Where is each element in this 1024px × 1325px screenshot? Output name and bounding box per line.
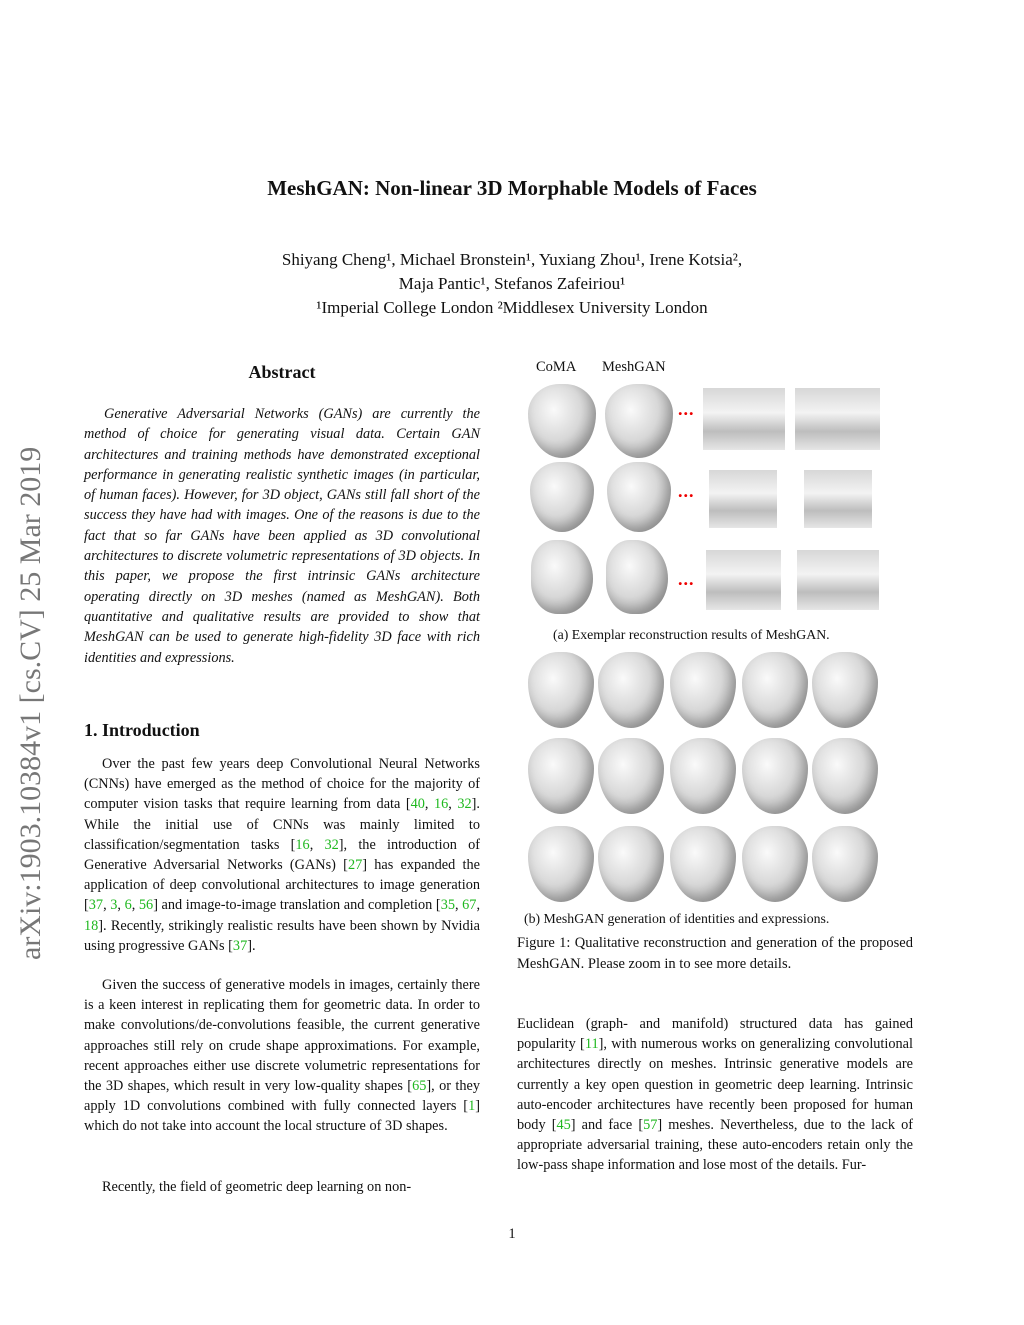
citation-link[interactable]: 27 [347, 857, 363, 874]
figure-column-label-meshgan: MeshGAN [602, 359, 666, 375]
citation-link[interactable]: 11 [584, 1036, 599, 1053]
face-render [528, 384, 596, 458]
zoomed-detail-crop [804, 470, 872, 528]
citation-link[interactable]: 32 [324, 836, 339, 853]
face-render [670, 738, 736, 814]
zoomed-detail-crop [795, 388, 880, 450]
citation-link[interactable]: 16 [433, 796, 449, 813]
figure-column-label-coma: CoMA [536, 359, 577, 375]
affiliations: ¹Imperial College London ²Middlesex University London [316, 298, 708, 317]
citation-link[interactable]: 45 [556, 1117, 571, 1134]
subfigure-caption-a: (a) Exemplar reconstruction results of MeshGAN. [553, 627, 830, 642]
arxiv-stamp: arXiv:1903.10384v1 [cs.CV] 25 Mar 2019 [14, 446, 47, 960]
zoomed-detail-crop [797, 550, 879, 610]
citation-link[interactable]: 16 [295, 836, 310, 853]
face-render [606, 540, 668, 614]
citation-link[interactable]: 40 [410, 796, 425, 813]
face-render [742, 738, 808, 814]
intro-paragraph-1: Over the past few years deep Convolutional Neural Networks (CNNs) have emerged as the method of choice for the majority of computer vision tasks that require learning from data [40, 16, 32]. While the initial use of CNNs was mainly limited to classification/segmentation tasks [16, 32], the introduction of Generative Adversarial Networks (GANs) [27] has expanded the application of deep convolutional architectures to image generation [37, 3, 6, 56] and image-to-image translation and completion [35, 67, 18]. Recently, strikingly realistic results have been shown by Nvidia using progressive GANs [37]. [84, 756, 481, 954]
citation-link[interactable]: 37 [232, 937, 248, 954]
citation-link[interactable]: 1 [468, 1098, 476, 1115]
zoomed-detail-crop [706, 550, 781, 610]
face-render [598, 652, 664, 728]
intro-paragraph-3: Recently, the field of geometric deep learning on non- [102, 1179, 412, 1195]
face-render [742, 652, 808, 728]
citation-link[interactable]: 56 [138, 897, 154, 914]
citation-link[interactable]: 65 [412, 1078, 427, 1095]
right-column-paragraph: Euclidean (graph- and manifold) structured data has gained popularity [11], with numerous works on generalizing convolutional architectures directly on meshes. Intrinsic generative models are currently a key open question in geometric deep learning. Intrinsic auto-encoder architectures have recently been proposed for human body [45] and face [57] meshes. Nevertheless, due to the lack of appropriate adversarial training, these auto-encoders retain only the low-pass shape information and lose most of the details. Fur- [517, 1016, 914, 1174]
citation-link[interactable]: 32 [457, 796, 472, 813]
face-render [812, 652, 878, 728]
ellipsis-marker: ... [678, 481, 695, 501]
abstract-text: Generative Adversarial Networks (GANs) are currently the method of choice for generating visual data. Certain GAN architectures and training methods have demonstrated exceptional performance in generating realistic synthetic images (in particular, of human faces). However, for 3D object, GANs still fall short of the success they have had with images. One of the reasons is due to the fact that so far GANs have been applied as 3D convolutional architectures to discrete volumetric representations of 3D objects. In this paper, we propose the first intrinsic GANs architecture operating directly on 3D meshes (named as MeshGAN). Both quantitative and qualitative results are provided to show that MeshGAN can be used to generate high-fidelity 3D face with rich identities and expressions. [84, 406, 480, 666]
face-render [605, 384, 673, 458]
face-render [670, 826, 736, 902]
face-render [598, 826, 664, 902]
citation-link[interactable]: 18 [84, 917, 99, 934]
ellipsis-marker: ... [678, 399, 695, 419]
section-heading-introduction: 1. Introduction [84, 720, 200, 740]
authors-line-1: Shiyang Cheng¹, Michael Bronstein¹, Yuxiang Zhou¹, Irene Kotsia², [281, 250, 743, 269]
face-render [670, 652, 736, 728]
intro-paragraph-2: Given the success of generative models in images, certainly there is a keen interest in replicating them for geometric data. In order to make convolutions/de-convolutions feasible, the current generative approaches still rely on crude shape approximations. For example, recent approaches either use discrete volumetric representations for the 3D shapes, which result in very low-quality shapes [65], or they apply 1D convolutions combined with fully connected layers [1] which do not take into account the local structure of 3D shapes. [84, 977, 480, 1135]
face-render [607, 462, 671, 532]
face-render [528, 826, 594, 902]
face-render [598, 738, 664, 814]
citation-link[interactable]: 67 [462, 897, 477, 914]
subfigure-caption-b: (b) MeshGAN generation of identities and expressions. [524, 911, 830, 926]
abstract-heading: Abstract [248, 362, 316, 382]
zoomed-detail-crop [703, 388, 785, 450]
citation-link[interactable]: 37 [88, 897, 104, 914]
face-render [528, 652, 594, 728]
author-block [0, 248, 1024, 320]
citation-link[interactable]: 3 [110, 897, 118, 914]
ellipsis-marker: ... [678, 569, 695, 589]
zoomed-detail-crop [709, 470, 777, 528]
paper-title: MeshGAN: Non-linear 3D Morphable Models of Faces [267, 176, 757, 200]
face-render [812, 826, 878, 902]
citation-link[interactable]: 57 [643, 1117, 658, 1134]
citation-link[interactable]: 35 [440, 897, 455, 914]
page-number: 1 [508, 1226, 516, 1242]
authors-line-2: Maja Pantic¹, Stefanos Zafeiriou¹ [398, 274, 626, 293]
figure-caption: Figure 1: Qualitative reconstruction and generation of the proposed MeshGAN. Please zoom in to see more details. [517, 935, 913, 972]
face-render [742, 826, 808, 902]
face-render [530, 462, 594, 532]
face-render [812, 738, 878, 814]
face-render [531, 540, 593, 614]
face-render [528, 738, 594, 814]
citation-link[interactable]: 6 [124, 897, 132, 914]
